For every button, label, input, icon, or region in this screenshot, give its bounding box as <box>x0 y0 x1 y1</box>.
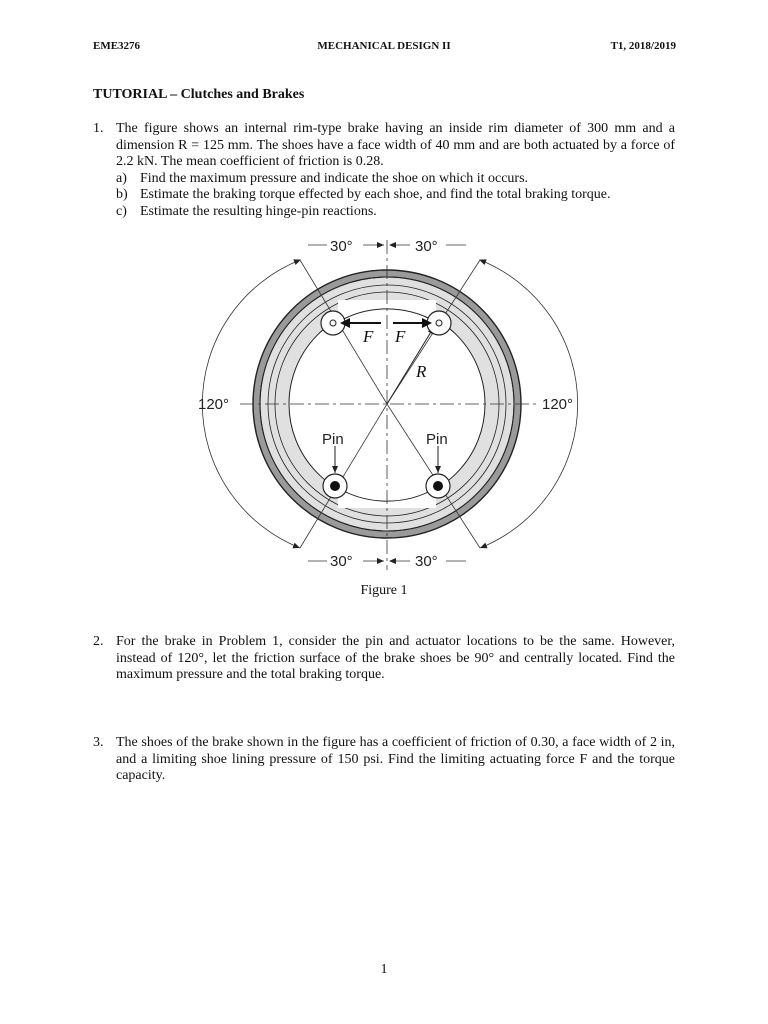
brake-diagram <box>190 230 590 580</box>
pin-label-right: Pin <box>426 431 448 448</box>
part-label: c) <box>116 203 127 219</box>
problem-2 <box>93 634 675 684</box>
problem-text: The figure shows an internal rim-type brake having an inside rim diameter of 300 mm and a dimension R = 125 mm. The shoes have a face width of 40 mm and are both actuated by a force of 2.2 kN. The mean coefficient of friction is 0.28. <box>116 121 675 169</box>
part-label: b) <box>116 187 128 202</box>
angle-bottom-right: 30° <box>415 553 438 570</box>
pin-label-left: Pin <box>322 431 344 448</box>
radius-label: R <box>416 362 427 381</box>
part-c <box>116 204 675 221</box>
figure-caption: Figure 1 <box>360 583 408 598</box>
force-label-right: F <box>395 327 406 346</box>
problem-number: 3. <box>93 735 104 750</box>
part-label: a) <box>116 170 127 186</box>
page-number: 1 <box>380 962 388 977</box>
angle-left: 120° <box>198 396 230 413</box>
angle-top-right: 30° <box>415 238 438 255</box>
part-text: Estimate the braking torque effected by each shoe, and find the total braking torque. <box>140 187 611 202</box>
part-text: Find the maximum pressure and indicate the shoe on which it occurs. <box>140 170 529 186</box>
angle-top-left: 30° <box>330 238 353 255</box>
problem-1 <box>93 121 675 220</box>
part-text: Estimate the resulting hinge-pin reactions. <box>140 203 377 219</box>
course-code: EME3276 <box>93 40 141 52</box>
problem-parts <box>116 171 675 221</box>
part-a <box>116 171 675 188</box>
angle-right: 120° <box>542 396 574 413</box>
angle-bottom-left: 30° <box>330 553 353 570</box>
problem-number: 2. <box>93 634 104 649</box>
course-name: MECHANICAL DESIGN II <box>317 40 451 52</box>
force-label-left: F <box>363 327 374 346</box>
problem-text: For the brake in Problem 1, consider the pin and actuator locations to be the same. However, instead of 120°, let the friction surface of the brake shoes be 90° and centrally located. Find the maximum pressure and the total braking torque. <box>116 634 675 682</box>
problem-3 <box>93 735 675 785</box>
page-title: TUTORIAL – Clutches and Brakes <box>93 87 305 102</box>
part-b <box>116 187 675 204</box>
problem-number: 1. <box>93 121 104 136</box>
term: T1, 2018/2019 <box>610 40 676 52</box>
problem-text: The shoes of the brake shown in the figure has a coefficient of friction of 0.30, a face width of 2 in, and a limiting shoe lining pressure of 150 psi. Find the limiting actuating force F and the torque capacity. <box>116 735 675 783</box>
